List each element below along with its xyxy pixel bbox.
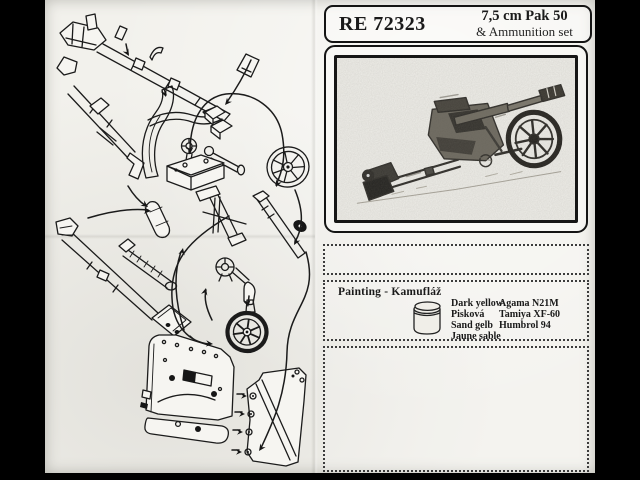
gun-shield-plate	[140, 335, 234, 443]
wheel-right	[263, 143, 312, 191]
bolted-plate	[245, 368, 306, 466]
recuperator-parts	[119, 202, 177, 290]
barrel-assembly-top	[60, 14, 259, 121]
note-box-top	[323, 244, 589, 275]
wheel-bottom	[225, 310, 269, 353]
boxart-photo-frame	[324, 45, 588, 233]
assembled-gun-illustration	[337, 58, 575, 220]
breech-block-parts	[205, 106, 232, 139]
kit-title	[467, 9, 590, 39]
boxart-photo	[334, 55, 578, 223]
paint-brand-refs	[499, 298, 560, 331]
curved-support-part	[142, 86, 173, 178]
paint-ref-1: Agama N21M	[499, 298, 559, 309]
photo-grain-texture	[337, 58, 574, 220]
kit-number: RE 72323	[339, 12, 426, 35]
color-name-3: Sand gelb	[451, 320, 493, 331]
color-name-1: Dark yellow	[451, 298, 503, 309]
color-name-4: Jaune sable	[451, 331, 501, 342]
kit-header-box	[324, 5, 592, 43]
color-name-2: Pisková	[451, 309, 485, 320]
paint-ref-3: Humbrol 94	[499, 320, 551, 331]
paper-fold-crease-horizontal	[45, 234, 315, 239]
instruction-sheet-paper	[45, 0, 595, 473]
kit-title-line1: 7,5 cm Pak 50	[481, 8, 568, 25]
paint-color-names	[451, 298, 503, 342]
paint-ref-2: Tamiya XF-60	[499, 309, 561, 320]
painting-title: Painting - Kamufláž	[338, 286, 442, 298]
barrel-assembly-lower	[57, 57, 144, 179]
painting-box	[323, 280, 589, 341]
paint-can-icon	[407, 298, 447, 338]
hub-arm-parts	[216, 258, 255, 312]
note-box-bottom	[323, 346, 589, 472]
cradle-box	[167, 155, 224, 201]
kit-title-line2: & Ammunition set	[476, 23, 573, 39]
